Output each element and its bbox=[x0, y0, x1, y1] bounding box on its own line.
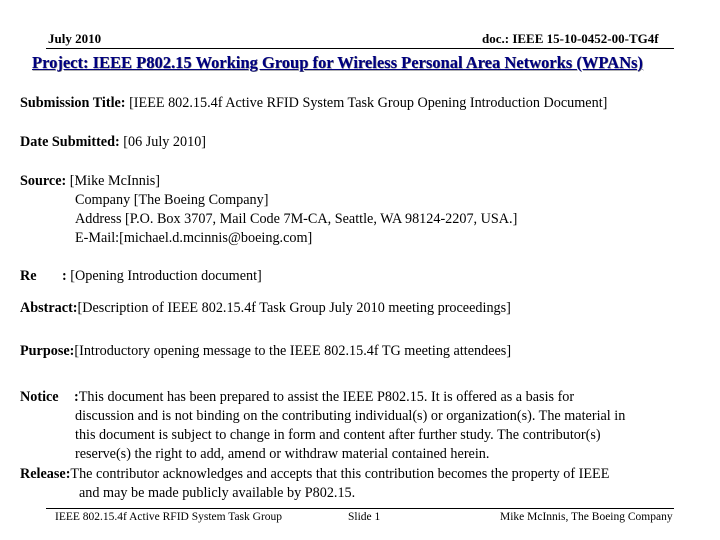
source-label: Source: bbox=[20, 173, 67, 189]
release-text-2: and may be made publicly available by P802.15. bbox=[79, 485, 356, 501]
notice-label: Notice bbox=[20, 389, 59, 405]
date-submitted-row bbox=[20, 132, 206, 152]
submission-title-label: Submission Title: bbox=[20, 95, 126, 111]
date-submitted-value: [06 July 2010] bbox=[123, 134, 207, 150]
notice-text-3: this document is subject to change in form and content after further study. The contributor(s) bbox=[75, 427, 601, 443]
purpose-label: Purpose: bbox=[20, 343, 75, 359]
footer-slide-number: Slide 1 bbox=[348, 511, 381, 523]
re-value: [Opening Introduction document] bbox=[70, 268, 262, 284]
release-row bbox=[20, 464, 609, 484]
abstract-value: [Description of IEEE 802.15.4f Task Group July 2010 meeting proceedings] bbox=[77, 300, 511, 316]
release-text-1: The contributor acknowledges and accepts that this contribution becomes the property of IEEE bbox=[70, 466, 610, 482]
notice-colon: : bbox=[74, 389, 79, 405]
notice-line-1 bbox=[74, 387, 574, 407]
footer-rule bbox=[46, 508, 674, 509]
notice-text-2: discussion and is not binding on the contributing individual(s) or organization(s). The material in bbox=[75, 408, 626, 424]
date-submitted-label: Date Submitted: bbox=[20, 134, 120, 150]
abstract-row bbox=[20, 298, 511, 318]
footer-right: Mike McInnis, The Boeing Company bbox=[500, 511, 673, 523]
re-label-row bbox=[20, 266, 37, 286]
purpose-value: [Introductory opening message to the IEEE 802.15.4f TG meeting attendees] bbox=[74, 343, 512, 359]
notice-text-1: This document has been prepared to assist the IEEE P802.15. It is offered as a basis for bbox=[78, 389, 575, 405]
source-row bbox=[20, 171, 160, 191]
re-value-row bbox=[62, 266, 262, 286]
submission-title-row bbox=[20, 93, 607, 113]
notice-text-4: reserve(s) the right to add, amend or withdraw material contained herein. bbox=[75, 446, 490, 462]
notice-label-row bbox=[20, 387, 59, 407]
header-date: July 2010 bbox=[48, 31, 102, 46]
submission-title-value: [IEEE 802.15.4f Active RFID System Task Group Opening Introduction Document] bbox=[129, 95, 608, 111]
re-label: Re bbox=[20, 268, 37, 284]
source-company: Company [The Boeing Company] bbox=[75, 192, 269, 208]
abstract-label: Abstract: bbox=[20, 300, 78, 316]
re-colon: : bbox=[62, 268, 67, 284]
purpose-row bbox=[20, 341, 511, 361]
footer-left: IEEE 802.15.4f Active RFID System Task Group bbox=[55, 511, 283, 523]
header-doc-id: doc.: IEEE 15-10-0452-00-TG4f bbox=[482, 31, 659, 46]
release-label: Release: bbox=[20, 466, 71, 482]
source-email: E-Mail:[michael.d.mcinnis@boeing.com] bbox=[75, 230, 313, 246]
source-name: [Mike McInnis] bbox=[69, 173, 161, 189]
header-rule bbox=[46, 48, 674, 49]
source-address: Address [P.O. Box 3707, Mail Code 7M-CA, Seattle, WA 98124-2207, USA.] bbox=[75, 211, 518, 227]
project-title: Project: IEEE P802.15 Working Group for Wireless Personal Area Networks (WPANs) bbox=[32, 53, 643, 72]
